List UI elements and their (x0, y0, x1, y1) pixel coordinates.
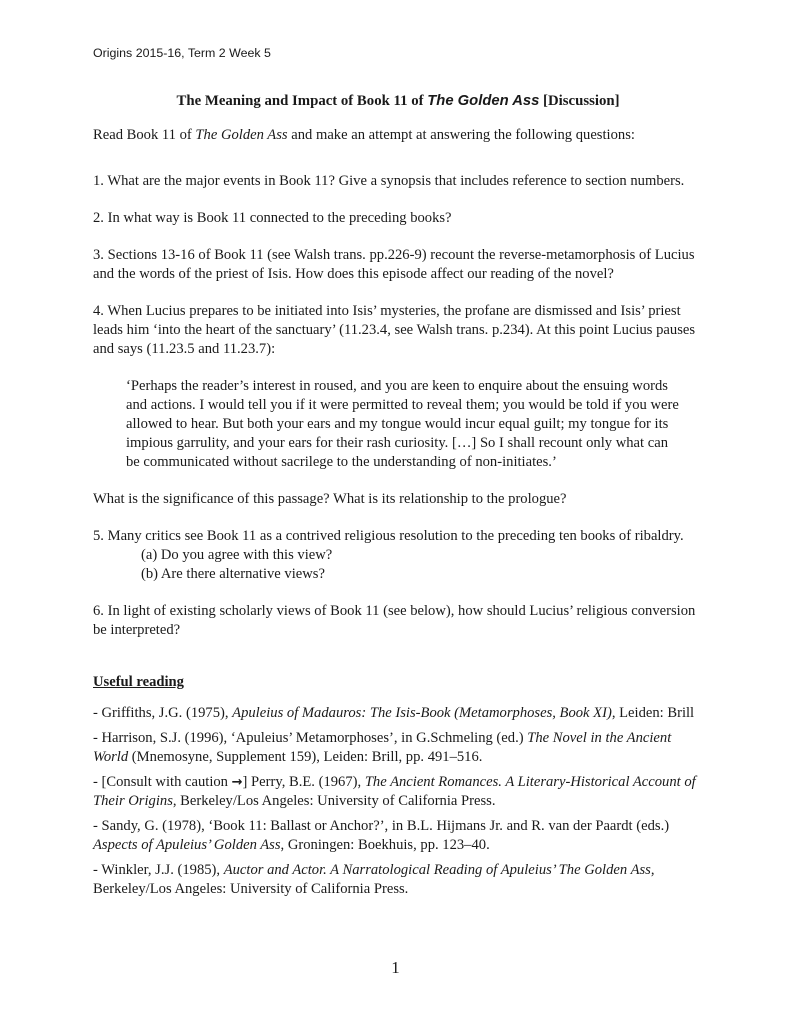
question-5b: (b) Are there alternative views? (141, 566, 325, 582)
reference-harrison: - Harrison, S.J. (1996), ‘Apuleius’ Metamorphoses’, in G.Schmeling (ed.) The Novel in the Ancient World (Mnemosyne, Supplement 159), Leiden: Brill, pp. 491–516. (93, 730, 672, 765)
title-text: The Meaning and Impact of Book 11 of (176, 93, 428, 109)
question-4: 4. When Lucius prepares to be initiated into Isis’ mysteries, the profane are dismissed and Isis’ priest leads him ‘into the heart of the sanctuary’ (11.23.4, see Walsh trans. p.234). At this point Lucius pauses and says (11.23.5 and 11.23.7): (93, 303, 696, 357)
document-title (93, 92, 703, 111)
right-arrow-icon: → (231, 775, 243, 790)
page-header: Origins 2015-16, Term 2 Week 5 (93, 46, 271, 60)
reference-griffiths: - Griffiths, J.G. (1975), Apuleius of Madauros: The Isis-Book (Metamorphoses, Book XI), Leiden: Brill (93, 705, 695, 721)
question-6: 6. In light of existing scholarly views of Book 11 (see below), how should Lucius’ religious conversion be interpreted? (93, 603, 696, 638)
reference-winkler: - Winkler, J.J. (1985), Auctor and Actor. A Narratological Reading of Apuleius’ The Golden Ass, Berkeley/Los Angeles: University of California Press. (93, 862, 655, 897)
title-italic-work: The Golden Ass (427, 93, 540, 109)
document-body (93, 92, 703, 905)
reading-heading: Useful reading (93, 674, 184, 690)
question-5: 5. Many critics see Book 11 as a contrived religious resolution to the preceding ten books of ribaldry. (93, 528, 684, 544)
intro-paragraph: Read Book 11 of The Golden Ass and make an attempt at answering the following questions: (93, 127, 635, 143)
question-2: 2. In what way is Book 11 connected to the preceding books? (93, 210, 452, 226)
page-number: 1 (391, 958, 400, 977)
question-1: 1. What are the major events in Book 11? Give a synopsis that includes reference to section numbers. (93, 173, 685, 189)
question-5a: (a) Do you agree with this view? (141, 547, 333, 563)
intro-italic-work: The Golden Ass (195, 127, 288, 143)
reference-perry: - [Consult with caution →] Perry, B.E. (1967), The Ancient Romances. A Literary-Historical Account of Their Origins, Berkeley/Los Angeles: University of California Press. (93, 774, 696, 809)
question-3: 3. Sections 13-16 of Book 11 (see Walsh trans. pp.226-9) recount the reverse-metamorphosis of Lucius and the words of the priest of Isis. How does this episode affect our reading of the novel? (93, 247, 695, 282)
reference-sandy: - Sandy, G. (1978), ‘Book 11: Ballast or Anchor?’, in B.L. Hijmans Jr. and R. van der Paardt (eds.) Aspects of Apuleius’ Golden Ass, Groningen: Boekhuis, pp. 123–40. (93, 818, 670, 853)
question-4-followup: What is the significance of this passage? What is its relationship to the prologue? (93, 491, 567, 507)
title-suffix: [Discussion] (539, 93, 620, 109)
block-quote: ‘Perhaps the reader’s interest in roused, and you are keen to enquire about the ensuing words and actions. I would tell you if it were permitted to reveal them; you would be told if you were allowed to hear. But both your ears and my tongue would incur equal guilt; my tongue for its impious garrulity, and your ears for their rash curiosity. […] So I shall recount only what can be communicated without sacrilege to the understanding of non-initiates.’ (126, 378, 679, 470)
